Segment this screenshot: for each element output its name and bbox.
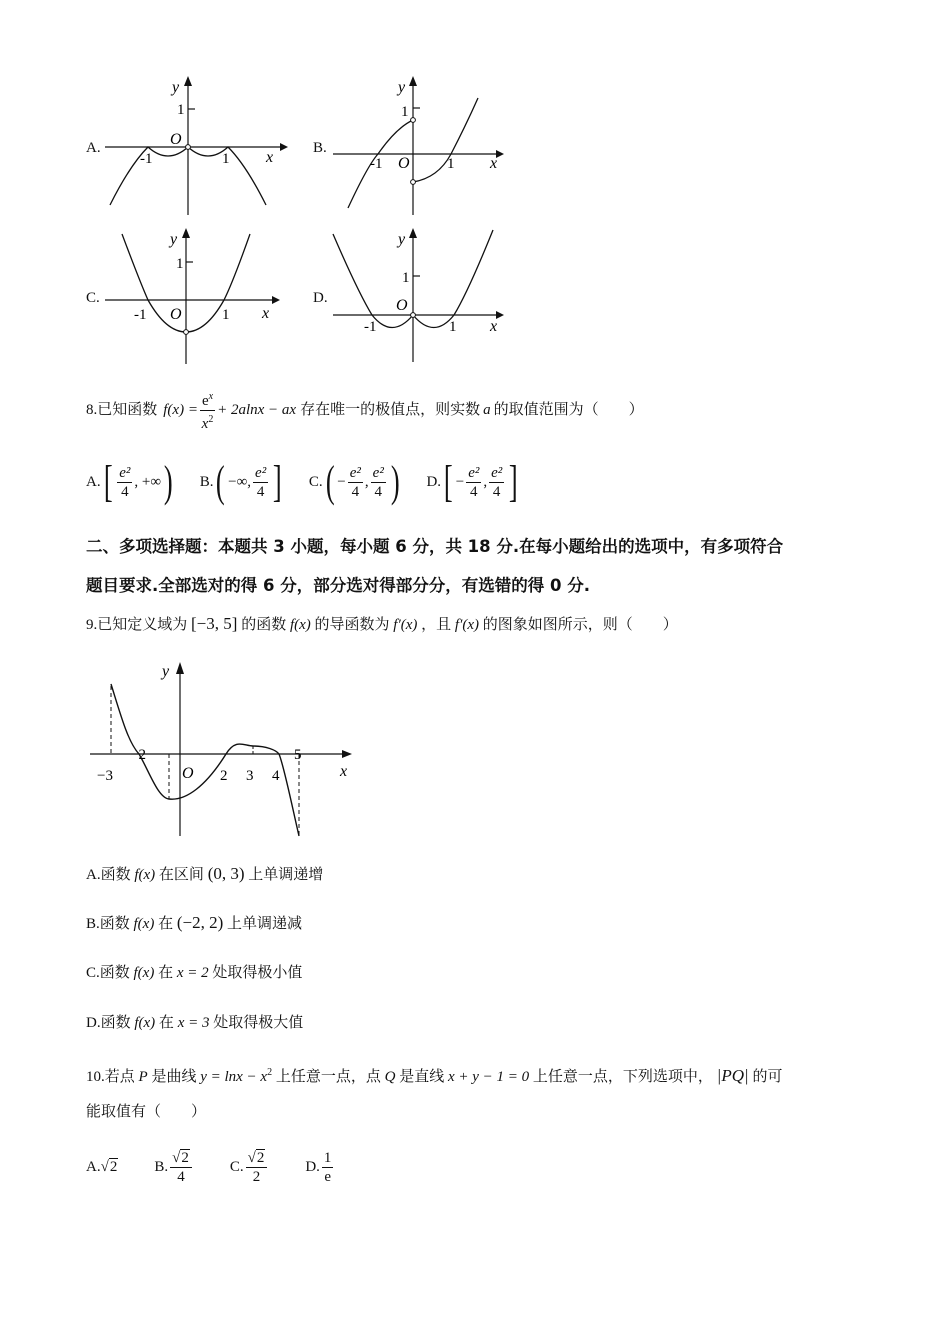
q8-b-lbracket: ( <box>216 457 226 506</box>
q8-d-num1: e² <box>468 464 480 481</box>
q9-c-mid: 在 <box>158 965 174 981</box>
q10-option-d <box>305 1149 335 1186</box>
q8-a-lbracket: [ <box>103 457 113 506</box>
q7-c-x-label: x <box>262 305 270 322</box>
q8-suffix-b: 的取值范围为（ ） <box>493 402 644 418</box>
q8-d-rbracket: ] <box>509 457 518 506</box>
q10-option-a <box>86 1157 118 1177</box>
q10-c-label: C. <box>229 1159 244 1175</box>
q9-d-f: f(x) <box>134 1015 156 1031</box>
q7-d-x-label: x <box>490 318 498 335</box>
q9-b-f: f(x) <box>133 916 155 932</box>
q10-curve-sup: 2 <box>267 1067 273 1078</box>
q9-text-e: 的图象如图所示，则（ ） <box>482 617 678 633</box>
q9-d-pre: D.函数 <box>86 1015 131 1031</box>
q9-stem <box>86 614 678 635</box>
q8-d-mid: , <box>483 474 488 490</box>
q8-num-sup: x <box>208 390 214 402</box>
q9-a-post: 上单调递增 <box>248 867 324 883</box>
q7-option-a-label: A. <box>86 140 101 156</box>
q10-b: 是曲线 <box>151 1069 197 1085</box>
q10-option-b: B. $\frac{√2}{4}$ <box>154 1149 194 1186</box>
q8-den: x <box>201 415 209 432</box>
q9-option-b <box>86 913 302 934</box>
q10-c: 上任意一点，点 <box>275 1069 381 1085</box>
q10-curve: y = lnx − x <box>200 1069 268 1085</box>
q10-stem-line1 <box>86 1063 782 1087</box>
q10-c-den: 2 <box>252 1168 261 1185</box>
q8-options <box>86 452 521 512</box>
q9-graph-origin: O <box>182 765 194 782</box>
q7-graph-c <box>100 222 290 367</box>
q8-num: e <box>201 392 209 409</box>
q10-d-den: e <box>324 1168 331 1185</box>
q7-a-origin: O <box>170 131 182 148</box>
q8-fraction <box>200 388 215 433</box>
q7-b-y-label: y <box>398 79 406 96</box>
q8-a-rbracket: ) <box>163 457 173 506</box>
q10-e: 上任意一点，下列选项中， <box>532 1069 713 1085</box>
q8-stem <box>86 388 644 432</box>
q9-d-post: 处取得极大值 <box>213 1015 304 1031</box>
q7-figures <box>0 0 950 380</box>
q9-option-c <box>86 963 302 983</box>
q8-a-tail: , +∞ <box>134 474 162 490</box>
q8-b-head: −∞, <box>228 474 252 490</box>
q9-c-point: x = 2 <box>176 965 209 981</box>
q8-option-b <box>200 459 285 505</box>
q7-d-neg1: -1 <box>364 319 377 335</box>
q8-a-num: e² <box>119 464 131 481</box>
q9-fx: f(x) <box>289 617 311 633</box>
q8-c-rbracket: ) <box>390 457 400 506</box>
q10-line: x + y − 1 = 0 <box>447 1069 530 1085</box>
q8-d-den2: 4 <box>492 483 501 500</box>
q8-d-den1: 4 <box>470 483 478 500</box>
q9-option-a <box>86 864 323 885</box>
q10-Q: Q <box>384 1069 396 1085</box>
q9-c-f: f(x) <box>133 965 155 981</box>
q7-d-y-label: y <box>398 231 406 248</box>
q10-f: 的可 <box>752 1069 783 1085</box>
q7-a-neg1: -1 <box>140 151 153 167</box>
q9-option-d <box>86 1013 303 1033</box>
q9-graph-p2: 2 <box>220 768 228 784</box>
q9-a-f: f(x) <box>134 867 156 883</box>
q9-text-a: 9.已知定义域为 <box>86 617 188 633</box>
q7-d-origin: O <box>396 297 408 314</box>
q8-c-lbracket: ( <box>325 457 335 506</box>
q7-a-y-label: y <box>172 79 180 96</box>
q8-a-label: A. <box>86 474 101 490</box>
q7-a-x-label: x <box>266 149 274 166</box>
q7-graph-b <box>328 70 508 220</box>
q9-a-mid: 在区间 <box>158 867 204 883</box>
q9-domain: [−3, 5] <box>191 614 238 633</box>
q9-b-mid: 在 <box>158 916 174 932</box>
q8-prefix: 8.已知函数 <box>86 402 158 418</box>
q7-c-one: 1 <box>176 256 184 272</box>
q7-a-one: 1 <box>177 102 185 118</box>
q10-a-label: A. <box>86 1159 101 1175</box>
q10-d-num: 1 <box>323 1149 332 1166</box>
q8-func: f(x) = <box>163 402 198 418</box>
q7-b-origin: O <box>398 155 410 172</box>
q10-option-c: C. $\frac{√2}{2}$ <box>230 1149 270 1186</box>
q9-a-pre: A.函数 <box>86 867 131 883</box>
q9-text-c: 的导函数为 <box>314 617 390 633</box>
q8-d-label: D. <box>426 474 442 490</box>
q8-d-lbracket: [ <box>443 457 453 506</box>
q8-den-sup: 2 <box>208 413 214 425</box>
q9-text-d: ，且 <box>421 617 452 633</box>
q9-b-pre: B.函数 <box>86 916 130 932</box>
q8-c-num2: e² <box>372 464 384 481</box>
q9-graph-m2: −2 <box>130 747 146 763</box>
q10-d-label: D. <box>305 1159 320 1175</box>
q8-option-c <box>309 459 403 505</box>
q7-c-pos1: 1 <box>222 307 230 323</box>
q7-b-x-label: x <box>490 155 498 172</box>
q8-b-num: e² <box>255 464 267 481</box>
q7-c-neg1: -1 <box>134 307 147 323</box>
q10-b-label: B. <box>154 1159 169 1175</box>
q7-c-origin: O <box>170 306 182 323</box>
q9-graph-p4: 4 <box>272 768 280 784</box>
q8-c-den1: 4 <box>351 483 360 500</box>
q7-option-c-label: C. <box>86 290 100 306</box>
q9-graph-x: x <box>340 763 348 780</box>
q8-d-head: − <box>455 474 465 490</box>
q9-text-b: 的函数 <box>241 617 287 633</box>
q9-graph-p3: 3 <box>246 768 254 784</box>
q9-a-interval: (0, 3) <box>207 864 245 883</box>
q8-c-mid: , <box>364 474 369 490</box>
q8-c-label: C. <box>308 474 323 490</box>
q9-b-interval: (−2, 2) <box>176 913 224 932</box>
q8-option-a <box>86 459 176 505</box>
q7-b-neg1: -1 <box>370 156 383 172</box>
q9-derivative-graph <box>86 656 366 841</box>
q7-option-d-label: D. <box>313 290 328 306</box>
q10-b-num: 2 <box>181 1149 189 1166</box>
q10-pq: |PQ| <box>716 1066 749 1085</box>
q8-c-num1: e² <box>349 464 361 481</box>
q7-b-pos1: 1 <box>447 156 455 172</box>
q9-d-point: x = 3 <box>177 1015 210 1031</box>
q9-graph-m3: −3 <box>97 768 113 784</box>
q7-d-pos1: 1 <box>449 319 457 335</box>
q9-graph-p5: 5 <box>294 747 302 763</box>
q10-a-val: 2 <box>109 1159 118 1175</box>
q8-var: a <box>483 402 491 418</box>
q8-option-d <box>426 459 520 505</box>
q8-a-den: 4 <box>121 483 129 500</box>
q9-c-pre: C.函数 <box>86 965 130 981</box>
q8-suffix-a: 存在唯一的极值点，则实数 <box>300 402 481 418</box>
q10-P: P <box>138 1069 148 1085</box>
q10-c-num: 2 <box>256 1149 265 1166</box>
q7-d-one: 1 <box>402 270 410 286</box>
q10-b-den: 4 <box>177 1168 185 1185</box>
q8-c-head: − <box>337 474 346 490</box>
q9-graph-y: y <box>162 663 170 680</box>
section2-heading-line2: 题目要求.全部选对的得 6 分，部分选对得部分分，有选错的得 0 分. <box>86 576 590 595</box>
q10-stem-line2: 能取值有（ ） <box>86 1104 207 1120</box>
q8-b-label: B. <box>199 474 214 490</box>
q10-options <box>86 1142 335 1192</box>
q8-d-num2: e² <box>491 464 503 481</box>
q9-d-mid: 在 <box>158 1015 174 1031</box>
q9-fpx: f′(x) <box>393 617 418 633</box>
q10-a-sqrt: √2 <box>100 1159 118 1175</box>
q8-c-den2: 4 <box>374 483 382 500</box>
q7-graph-a <box>100 70 290 220</box>
q9-c-post: 处取得极小值 <box>212 965 303 981</box>
q8-b-den: 4 <box>256 483 265 500</box>
section2-heading-line1: 二、多项选择题：本题共 3 小题，每小题 6 分，共 18 分.在每小题给出的选项中，有多项符合 <box>86 537 784 556</box>
q8-rest: + 2alnx − ax <box>217 402 297 418</box>
q10-d: 是直线 <box>399 1069 445 1085</box>
q7-b-one: 1 <box>401 104 409 120</box>
q7-a-pos1: 1 <box>222 151 230 167</box>
q7-c-y-label: y <box>170 231 178 248</box>
q7-option-b-label: B. <box>313 140 327 156</box>
q7-graph-d <box>328 222 508 367</box>
q8-b-rbracket: ] <box>273 457 282 506</box>
q10-a: 10.若点 <box>86 1069 135 1085</box>
q9-b-post: 上单调递减 <box>227 916 303 932</box>
q9-fpx2: f′(x) <box>454 617 480 633</box>
